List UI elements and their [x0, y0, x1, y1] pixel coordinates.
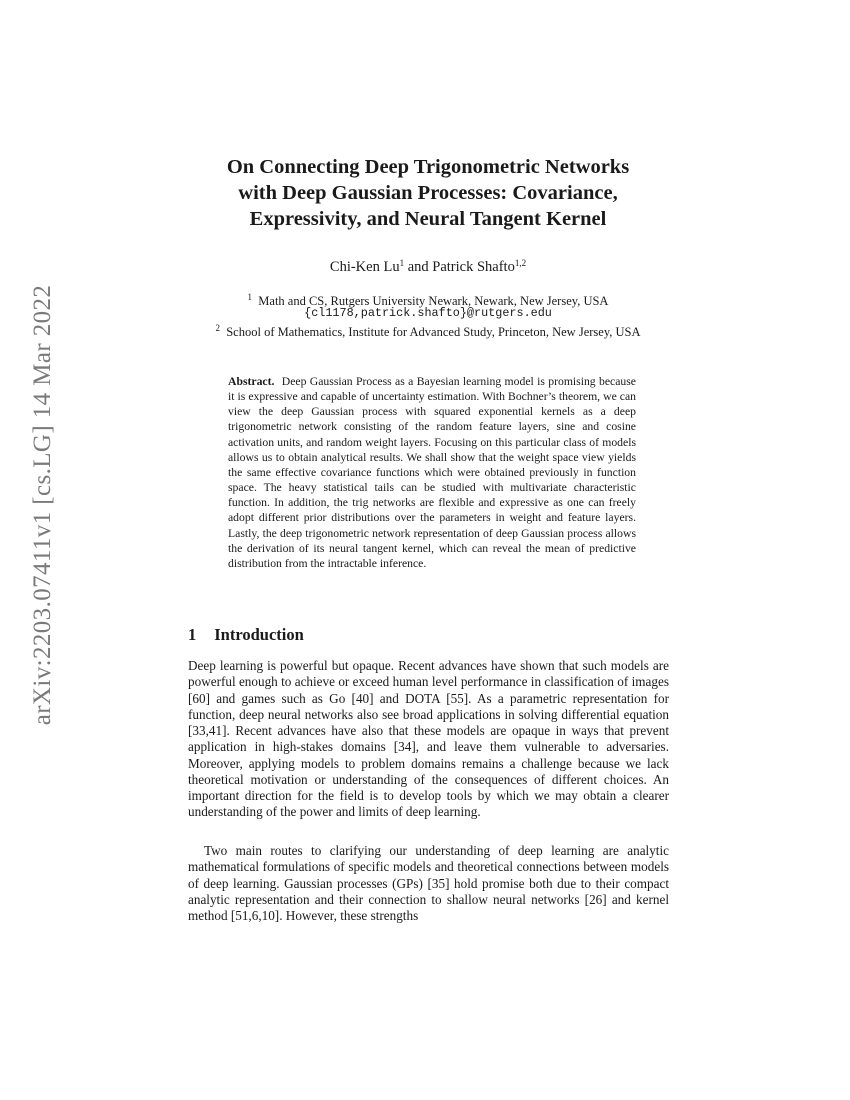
author-email[interactable]: {cl1178,patrick.shafto}@rutgers.edu — [304, 306, 552, 320]
author-separator: and — [404, 259, 433, 275]
abstract — [228, 374, 636, 571]
author-name: Chi-Ken Lu — [329, 259, 400, 275]
body-paragraph: Two main routes to clarifying our understanding of deep learning are analytic mathematical formulations of specific models and theoretical connections between models of deep learning. Gaussian processes (GPs) [35] hold promise both due to their compact analytic representation and their connection to shallow neural networks [26] and kernel method [51,6,10]. However, these strengths — [188, 843, 669, 923]
body-paragraph: Deep learning is powerful but opaque. Recent advances have shown that such models are powerful enough to achieve or exceed human level performance in classification of images [60] and games such as Go [40] and DOTA [55]. As a parametric representation for function, deep neural networks also see broad applications in solving differential equation [33,41]. Recent advances have also that these models are opaque in ways that prevent application in high-stakes domains [34], and leave them vulnerable to adversaries. Moreover, applying models to problem domains remains a challenge because we lack theoretical motivation or understanding of the consequences of different choices. An important direction for the field is to develop tools by which we may obtain a clearer understanding of the power and limits of deep learning. — [188, 658, 669, 820]
abstract-text: Deep Gaussian Process as a Bayesian learning model is promising because it is expressive and capable of uncertainty estimation. With Bochner’s theorem, we can view the deep Gaussian process with squared exponential kernels as a deep trigonometric network consisting of the random feature layers, sine and cosine activation units, and random weight layers. Focusing on this particular class of models allows us to obtain analytical results. We shall show that the weight space view yields the same effective covariance functions which were obtained previously in function space. The heavy statistical tails can be studied with multivariate characteristic function. In addition, the trig networks are flexible and expressive as one can freely adopt different prior distributions over the parameters in weight and feature layers. Lastly, the deep trigonometric network representation of deep Gaussian process allows the derivation of its neural tangent kernel, which can reveal the mean of predictive distribution from the intractable inference. — [228, 375, 636, 570]
author-name: Patrick Shafto — [432, 259, 515, 275]
author-affiliation-mark: 1,2 — [514, 258, 527, 268]
affiliation-mark: 1 — [247, 292, 253, 302]
affiliation-text: School of Mathematics, Institute for Advanced Study, Princeton, New Jersey, USA — [226, 325, 641, 339]
section-title: Introduction — [214, 625, 304, 644]
title-line: On Connecting Deep Trigonometric Networks — [226, 156, 630, 178]
section-number: 1 — [188, 625, 197, 644]
affiliation-text: Math and CS, Rutgers University Newark, Newark, New Jersey, USA — [258, 294, 609, 308]
author-affiliation-mark: 1 — [399, 258, 405, 268]
author-list — [150, 258, 706, 276]
arxiv-identifier[interactable]: arXiv:2203.07411v1 [cs.LG] 14 Mar 2022 — [29, 284, 56, 726]
title-line: Expressivity, and Neural Tangent Kernel — [249, 208, 607, 230]
abstract-label: Abstract. — [228, 375, 275, 388]
affiliation — [150, 321, 706, 340]
paper-title — [150, 154, 706, 232]
section-heading — [188, 625, 304, 645]
title-line: with Deep Gaussian Processes: Covariance, — [238, 182, 618, 204]
affiliation-mark: 2 — [215, 323, 220, 333]
